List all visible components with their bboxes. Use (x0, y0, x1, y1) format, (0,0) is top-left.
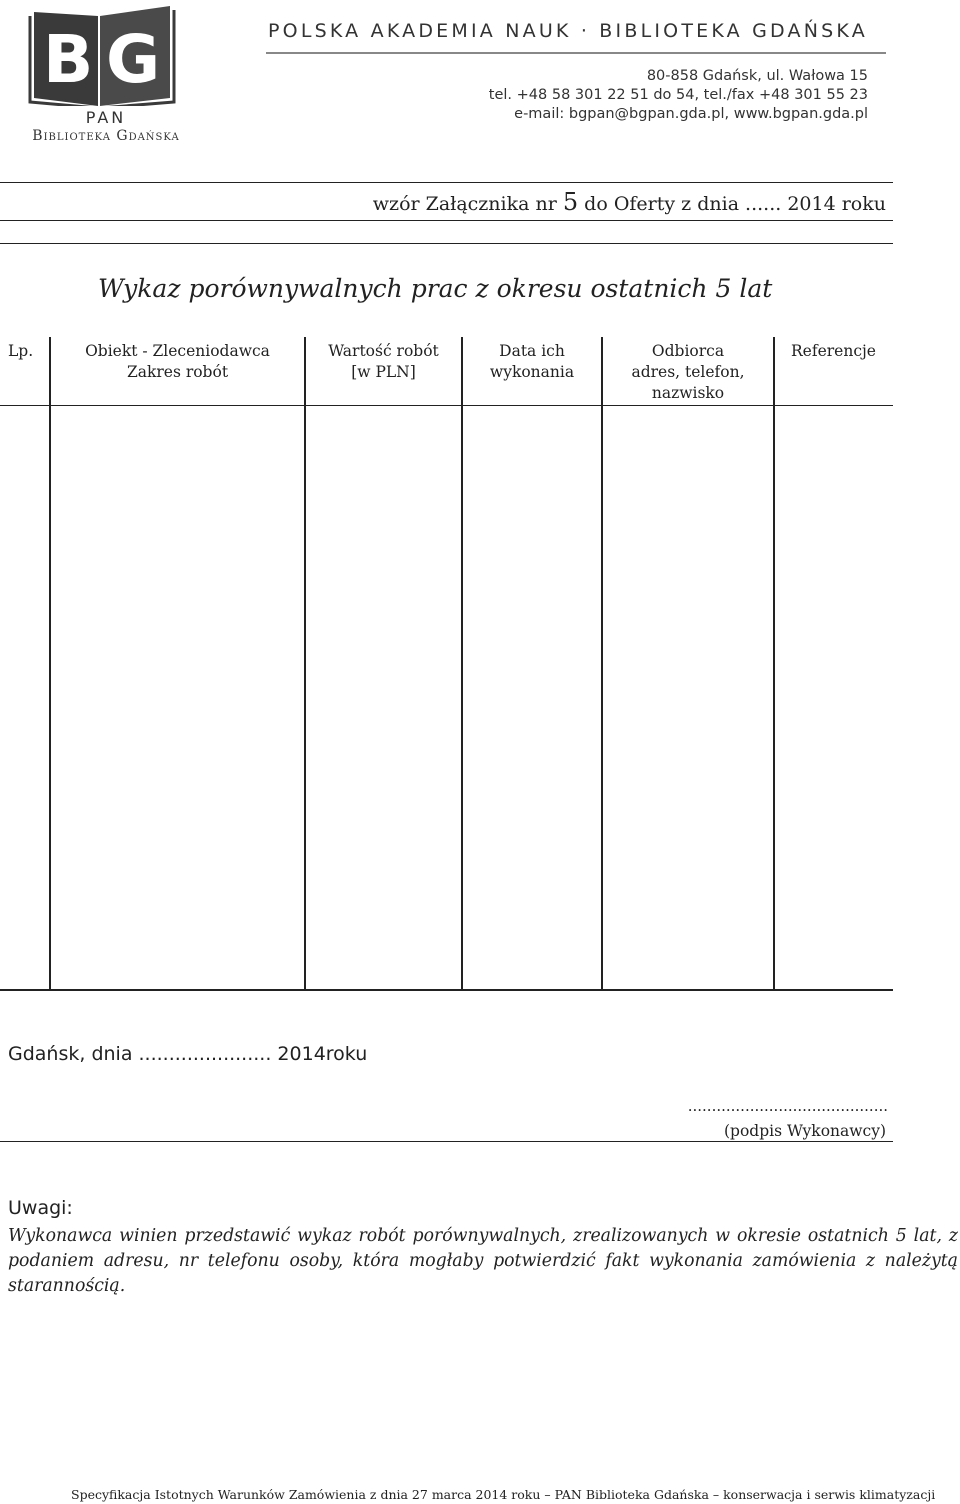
logo-subtitle: Biblioteka Gdańska (32, 128, 180, 144)
book-logo-icon (28, 2, 178, 106)
svg-text:G: G (106, 21, 161, 98)
divider (0, 243, 893, 244)
divider (0, 1141, 893, 1142)
header-rule (266, 52, 886, 54)
header-date (462, 341, 602, 383)
column-border (304, 337, 306, 991)
header-line: Wartość robót (328, 342, 439, 360)
works-table (0, 337, 893, 991)
header-line: Data ich (499, 342, 565, 360)
annex-prefix: wzór Załącznika nr (372, 193, 563, 215)
header-line: wykonania (489, 363, 575, 381)
page-footer: Specyfikacja Istotnych Warunków Zamówienia z dnia 27 marca 2014 roku – PAN Biblioteka Gdańska – konserwacja i serwis klimatyzacji (71, 1487, 936, 1502)
annex-suffix: do Oferty z dnia ...... 2014 roku (578, 193, 886, 215)
header-line: Referencje (791, 342, 876, 360)
divider (0, 220, 893, 221)
logo-pan-text: PAN (85, 108, 127, 127)
annex-label (373, 188, 886, 216)
place-date-line: Gdańsk, dnia ...................... 2014roku (8, 1043, 368, 1065)
header-border (0, 405, 893, 406)
signature-label: (podpis Wykonawcy) (723, 1122, 886, 1140)
column-border (773, 337, 775, 991)
table-bottom-border (0, 989, 893, 991)
column-border (49, 337, 51, 991)
column-border (601, 337, 603, 991)
document-title: Wykaz porównywalnych prac z okresu ostatnich 5 lat (98, 274, 773, 303)
header-object (50, 341, 305, 383)
notes-text: Wykonawca winien przedstawić wykaz robót porównywalnych, zrealizowanych w okresie ostatnich 5 lat, z podaniem adresu, nr telefonu osoby, która mogłaby potwierdzić fakt wykonania zamówienia z należytą starannością. (8, 1226, 958, 1296)
header-line: Zakres robót (126, 363, 229, 381)
address-line: 80-858 Gdańsk, ul. Wałowa 15 (646, 68, 868, 84)
header-line: Lp. (8, 342, 34, 360)
annex-number: 5 (562, 188, 579, 216)
header-recipient (602, 341, 774, 404)
header-line: Obiekt - Zleceniodawca (85, 342, 270, 360)
signature-dots: .......................................... (687, 1097, 888, 1115)
organization-name: POLSKA AKADEMIA NAUK · BIBLIOTEKA GDAŃSKA (268, 20, 868, 42)
header-value (305, 341, 462, 383)
header-references (774, 341, 893, 362)
phone-line: tel. +48 58 301 22 51 do 54, tel./fax +48 301 55 23 (488, 87, 868, 103)
library-logo (6, 2, 206, 148)
header-lp (0, 341, 50, 362)
header-line: nazwisko (651, 384, 725, 402)
column-border (461, 337, 463, 991)
email-line: e-mail: bgpan@bgpan.gda.pl, www.bgpan.gda.pl (514, 106, 868, 122)
header-line: adres, telefon, (631, 363, 745, 381)
svg-text:B: B (43, 21, 94, 98)
notes-title: Uwagi: (8, 1197, 73, 1219)
header-line: Odbiorca (651, 342, 725, 360)
header-line: [w PLN] (351, 363, 416, 381)
divider (0, 182, 893, 183)
